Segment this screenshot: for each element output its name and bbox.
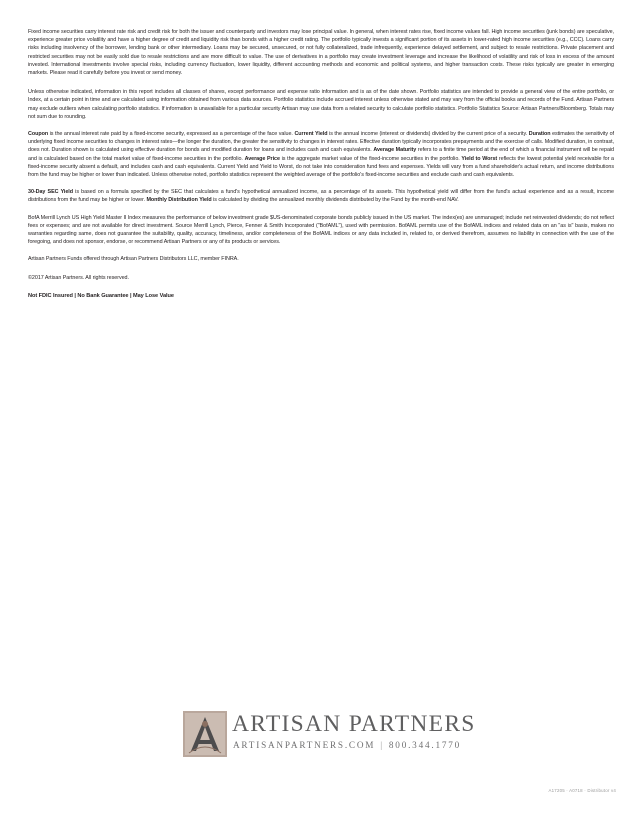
average-price-definition: is the aggregate market value of the fixed-income securities in the portfolio. [279, 155, 462, 162]
distributor-line: Artisan Partners Funds offered through Artisan Partners Distributors LLC, member FINRA. [28, 256, 239, 263]
portfolio-statistics-paragraph: Unless otherwise indicated, information in this report includes all classes of shares, except performance and expense ratio information and is as of the date shown. Portfolio statistics are intended to provide a general view of the entire portfolio, or Index, at a certain point in time and are calculated using information obtained from various data sources. Portfolio statistics include accrued interest unless otherwise stated and may vary from the official books and records of the Fund. Artisan Partners may exclude outliers when calculating portfolio statistics. If information is unavailable for a particular security Artisan may use data from a related security to calculate portfolio statistics. Portfolio Statistics Source: Artisan Partners/Bloomberg. Totals may not sum due to rounding. [28, 89, 614, 120]
artisan-partners-logo [183, 711, 476, 757]
brand-name: ARTISAN PARTNERS [232, 711, 476, 737]
contact-separator: | [380, 740, 384, 750]
disclosure-content [28, 28, 614, 309]
coupon-definition: is the annual interest rate paid by a fixed-income security, expressed as a percentage of the face value. [48, 131, 295, 138]
sec-yield-term: 30-Day SEC Yield [28, 189, 73, 196]
sec-yield-paragraph [28, 188, 614, 204]
index-paragraph: BofA Merrill Lynch US High Yield Master II Index measures the performance of below investment grade $US-denominated corporate bonds publicly issued in the US market. The index(es) are unmanaged; include net reinvested dividends; do not reflect fees or expenses; and are not available for direct investment. Source Merrill Lynch, Pierce, Fenner & Smith Incorporated ("BofAML"), used with permission. BofAML permits use of the BofAML indices and related data on an "as is" basis, makes no warranties regarding same, does not guarantee the suitability, quality, accuracy, timeliness, and/or completeness of the BofAML indices or any data included in, related to, or derived therefrom, assumes no liability in connection with the use of the foregoing, and does not sponsor, endorse, or recommend Artisan Partners or any of its products or services. [28, 214, 614, 246]
phone-number: 800.344.1770 [388, 740, 462, 750]
duration-term: Duration [528, 131, 551, 138]
current-yield-term: Current Yield [294, 131, 328, 138]
monthly-distribution-yield-term: Monthly Distribution Yield [146, 197, 212, 204]
duration-definition: estimates the sensitivity of underlying fixed income securities to changes in interest rates—the longer the duration, the greater the sensitivity to changes in interest rates. Effective duration typically incorporates prepayments and the exercise of calls. Modified duration, in contrast, does not. Duration shown is calculated using effective duration for bonds and modified duration for loans and includes cash and cash equivalents. [28, 131, 614, 154]
artisan-logo-icon [183, 711, 227, 757]
coupon-term: Coupon [28, 131, 49, 138]
current-yield-definition: is the annual income (interest or dividends) divided by the current price of a security. [327, 131, 529, 138]
website-link[interactable]: ARTISANPARTNERS.COM [233, 740, 376, 750]
fdic-disclaimer: Not FDIC Insured | No Bank Guarantee | May Lose Value [28, 292, 174, 299]
yield-to-worst-definition: reflects the lowest potential yield receivable for a fixed-income security absent a default, and includes cash and cash equivalents. Current Yield and Yield to Worst, do not take into consideration fund fees and expenses. Yields will vary from a fund shareholder's actual return, and income distributions from the fund may be higher or lower than indicated. Unless otherwise noted, portfolio statistics represent the weighted average of the portfolio's fixed-income securities and exclude cash and cash equivalents. [28, 155, 614, 179]
definitions-paragraph [28, 130, 614, 179]
sec-yield-definition: is based on a formula specified by the SEC that calculates a fund's hypothetical annualized income, as a percentage of its assets. This hypothetical yield will differ from the fund's actual experience and as a result, income distributions from the fund may be higher or lower. [28, 189, 614, 204]
copyright-line: ©2017 Artisan Partners. All rights reserved. [28, 274, 129, 281]
risk-paragraph: Fixed income securities carry interest rate risk and credit risk for both the issuer and counterparty and investors may lose principal value. In general, when interest rates rise, fixed income values fall. High income securities (junk bonds) are speculative, experience greater price volatility and have a higher degree of credit and liquidity risk than bonds with a higher credit rating. The portfolio typically invests a significant portion of its assets in lower-rated high income securities (e.g., CCC). Loans carry risks including insolvency of the borrower, lending bank or other intermediary. Loans may be secured, unsecured, or not fully collateralized, trade infrequently, experience delayed settlement, and subject to resale restrictions. Private placement and restricted securities may not be easily sold due to resale restrictions and are more difficult to value. The use of derivatives in a portfolio may create investment leverage and increase the likelihood of volatility and risk of loss in excess of the amount invested. International investments involve special risks, including currency fluctuation, lower liquidity, different accounting methods and economic and political systems, and higher transaction costs. These risks typically are greater in emerging markets. Please read it carefully before you invest or send money. [28, 29, 614, 77]
yield-to-worst-term: Yield to Worst [461, 155, 498, 162]
average-price-term: Average Price [244, 155, 280, 162]
monthly-distribution-yield-definition: is calculated by dividing the annualized monthly dividends distributed by the Fund by the month-end NAV. [211, 197, 459, 204]
average-maturity-definition: refers to a finite time period at the end of which a financial instrument will be repaid and is calculated based on the total market value of fixed-income securities in the portfolio. [28, 147, 614, 162]
average-maturity-term: Average Maturity [373, 147, 417, 154]
document-code: A17205 · A0718 · Distributor v4 [548, 788, 616, 793]
brand-contact [233, 740, 461, 750]
